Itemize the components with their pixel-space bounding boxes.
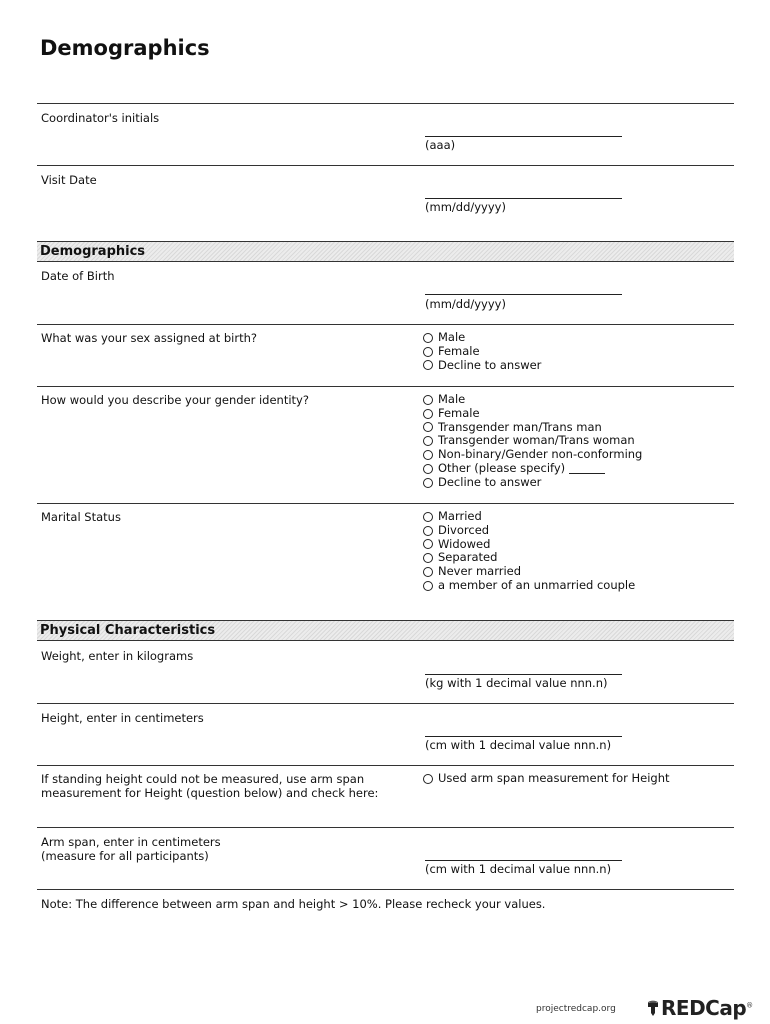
arm-span-hint: (cm with 1 decimal value nnn.n): [425, 862, 612, 876]
coordinator-initials-hint: (aaa): [425, 138, 456, 152]
radio-icon[interactable]: [423, 436, 433, 446]
radio-icon[interactable]: [423, 478, 433, 488]
gender-option-male[interactable]: Male: [423, 393, 642, 407]
radio-icon[interactable]: [423, 360, 433, 370]
divider: [37, 324, 734, 325]
height-field[interactable]: [425, 736, 622, 737]
marital-option-widowed[interactable]: Widowed: [423, 538, 635, 552]
sex-option-decline[interactable]: Decline to answer: [423, 359, 541, 373]
height-label: Height, enter in centimeters: [41, 711, 204, 725]
gender-option-decline[interactable]: Decline to answer: [423, 476, 642, 490]
gender-option-female[interactable]: Female: [423, 407, 642, 421]
divider: [37, 827, 734, 828]
sex-options: [423, 331, 541, 372]
divider: [37, 386, 734, 387]
weight-field[interactable]: [425, 674, 622, 675]
marital-label: Marital Status: [41, 510, 121, 524]
divider: [37, 889, 734, 890]
arm-span-check-option[interactable]: Used arm span measurement for Height: [423, 772, 670, 786]
arm-span-check-options: [423, 772, 670, 786]
divider: [37, 503, 734, 504]
coordinator-initials-field[interactable]: [425, 136, 622, 137]
visit-date-field[interactable]: [425, 198, 622, 199]
marital-options: [423, 510, 635, 593]
radio-icon[interactable]: [423, 395, 433, 405]
gender-option-other[interactable]: Other (please specify): [423, 462, 642, 476]
marital-option-divorced[interactable]: Divorced: [423, 524, 635, 538]
gender-label: How would you describe your gender identity?: [41, 393, 309, 407]
radio-icon[interactable]: [423, 422, 433, 432]
radio-icon[interactable]: [423, 512, 433, 522]
marital-option-married[interactable]: Married: [423, 510, 635, 524]
marital-option-separated[interactable]: Separated: [423, 551, 635, 565]
redcap-wordmark: REDCap®: [661, 996, 753, 1020]
radio-icon[interactable]: [423, 347, 433, 357]
radio-icon[interactable]: [423, 553, 433, 563]
arm-span-label: Arm span, enter in centimeters (measure for all participants): [41, 835, 221, 863]
radio-icon[interactable]: [423, 567, 433, 577]
gender-option-trans-man[interactable]: Transgender man/Trans man: [423, 421, 642, 435]
divider: [37, 165, 734, 166]
marital-option-never-married[interactable]: Never married: [423, 565, 635, 579]
radio-icon[interactable]: [423, 581, 433, 591]
redcap-icon: [645, 999, 661, 1017]
sex-option-female[interactable]: Female: [423, 345, 541, 359]
radio-icon[interactable]: [423, 409, 433, 419]
radio-icon[interactable]: [423, 450, 433, 460]
note-text: Note: The difference between arm span and height > 10%. Please recheck your values.: [41, 897, 546, 911]
visit-date-label: Visit Date: [41, 173, 97, 187]
redcap-logo: [645, 996, 753, 1020]
arm-span-field[interactable]: [425, 860, 622, 861]
gender-option-non-binary[interactable]: Non-binary/Gender non-conforming: [423, 448, 642, 462]
visit-date-hint: (mm/dd/yyyy): [425, 200, 506, 214]
divider: [37, 703, 734, 704]
weight-label: Weight, enter in kilograms: [41, 649, 194, 663]
other-specify-field[interactable]: [569, 463, 605, 474]
weight-hint: (kg with 1 decimal value nnn.n): [425, 676, 608, 690]
coordinator-initials-label: Coordinator's initials: [41, 111, 160, 125]
dob-field[interactable]: [425, 294, 622, 295]
footer-url: projectredcap.org: [536, 1004, 616, 1014]
radio-icon[interactable]: [423, 539, 433, 549]
page-title: Demographics: [40, 36, 210, 60]
marital-option-unmarried-couple[interactable]: a member of an unmarried couple: [423, 579, 635, 593]
sex-option-male[interactable]: Male: [423, 331, 541, 345]
radio-icon[interactable]: [423, 464, 433, 474]
section-header-demographics: [37, 241, 734, 262]
arm-span-check-label: If standing height could not be measured, use arm span measurement for Height (question below) and check here:: [41, 772, 379, 800]
gender-option-trans-woman[interactable]: Transgender woman/Trans woman: [423, 434, 642, 448]
sex-label: What was your sex assigned at birth?: [41, 331, 257, 345]
radio-icon[interactable]: [423, 526, 433, 536]
section-title: Demographics: [40, 244, 146, 259]
gender-options: [423, 393, 642, 490]
radio-icon[interactable]: [423, 774, 433, 784]
dob-label: Date of Birth: [41, 269, 115, 283]
dob-hint: (mm/dd/yyyy): [425, 297, 506, 311]
section-title: Physical Characteristics: [40, 623, 216, 638]
radio-icon[interactable]: [423, 333, 433, 343]
divider: [37, 103, 734, 104]
height-hint: (cm with 1 decimal value nnn.n): [425, 738, 612, 752]
divider: [37, 765, 734, 766]
section-header-physical: [37, 620, 734, 641]
